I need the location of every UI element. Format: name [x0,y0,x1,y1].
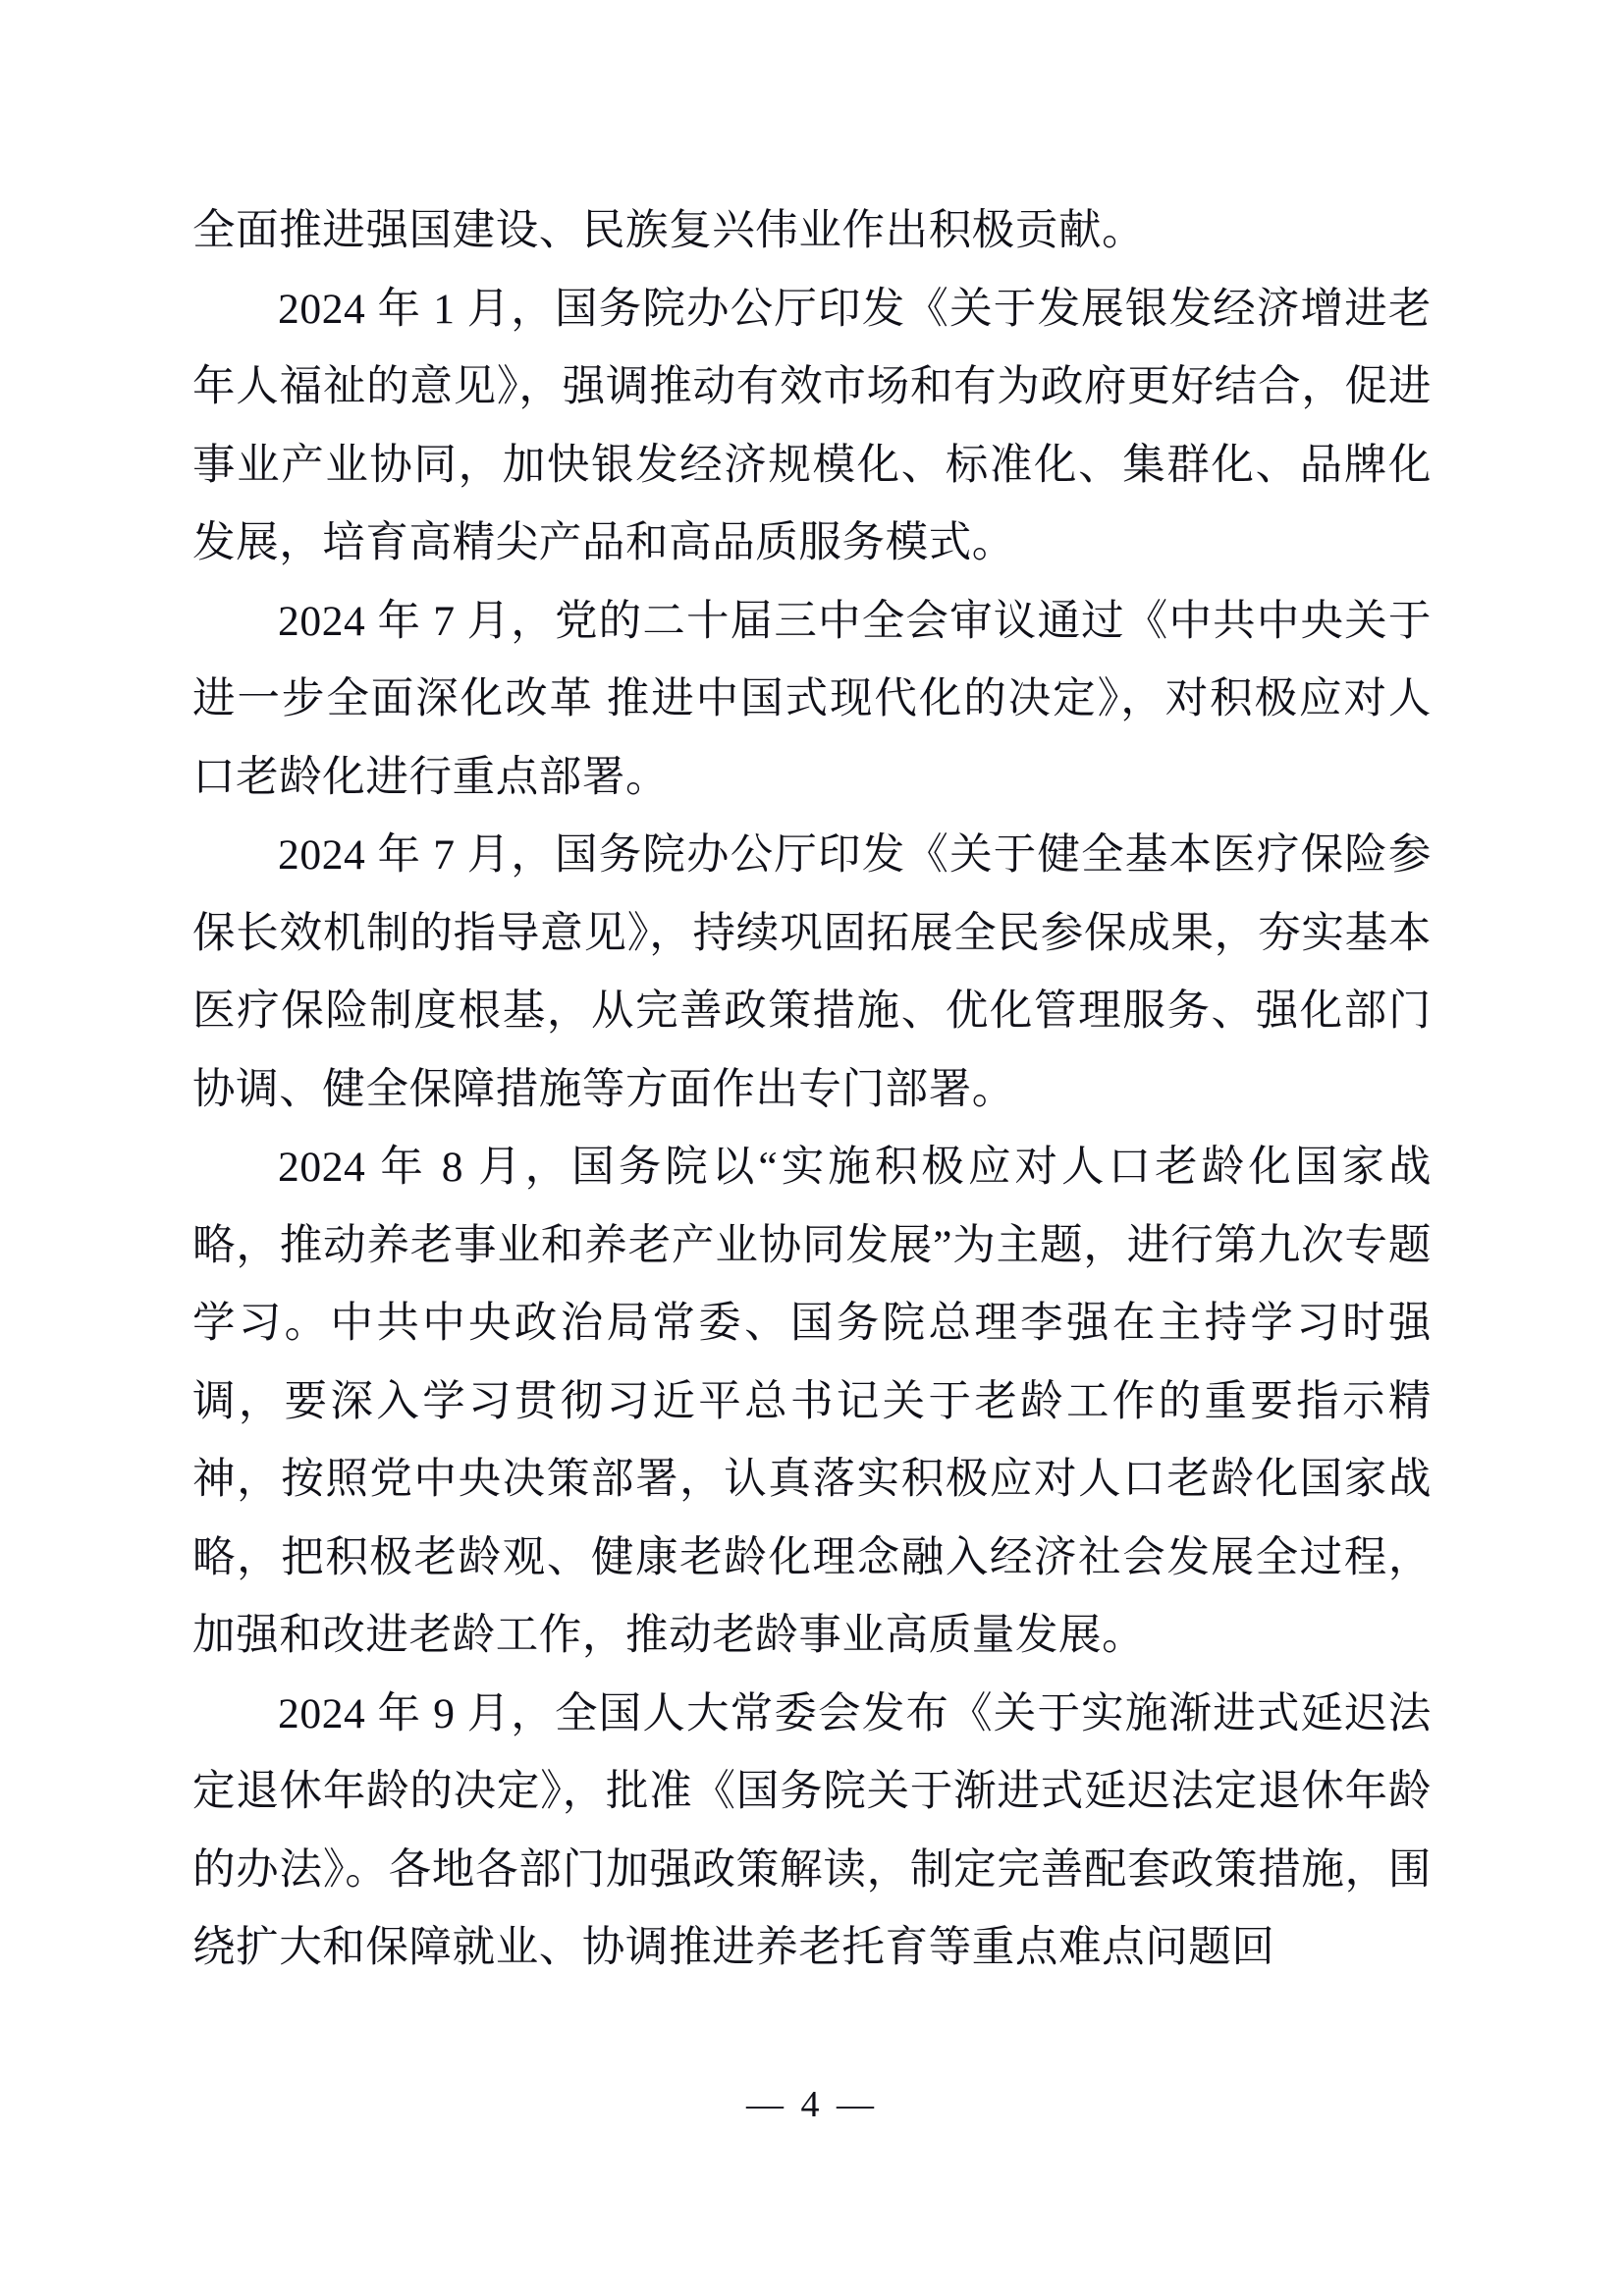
paragraph-2024-january: 2024 年 1 月，国务院办公厅印发《关于发展银发经济增进老年人福祉的意见》，强调推动有效市场和有为政府更好结合，促进事业产业协同，加快银发经济规模化、标准化、集群化、品牌化发展，培育高精尖产品和高品质服务模式。 [192,285,1432,566]
page-number: — 4 — [746,2084,878,2125]
paragraph-2024-september-retirement-age: 2024 年 9 月，全国人大常委会发布《关于实施渐进式延迟法定退休年龄的决定》，批准《国务院关于渐进式延迟法定退休年龄的办法》。各地各部门加强政策解读，制定完善配套政策措施，围绕扩大和保障就业、协调推进养老托育等重点难点问题回 [192,1689,1432,1971]
document-body-text [192,192,1432,1988]
paragraph-2024-july-medical-insurance: 2024 年 7 月，国务院办公厅印发《关于健全基本医疗保险参保长效机制的指导意见》，持续巩固拓展全民参保成果，夯实基本医疗保险制度根基，从完善政策措施、优化管理服务、强化部门协调、健全保障措施等方面作出专门部署。 [192,831,1432,1113]
paragraph-2024-july-plenum: 2024 年 7 月，党的二十届三中全会审议通过《中共中央关于进一步全面深化改革 推进中国式现代化的决定》，对积极应对人口老龄化进行重点部署。 [192,597,1432,801]
paragraph-continued: 全面推进强国建设、民族复兴伟业作出积极贡献。 [192,207,1146,254]
paragraph-2024-august-study-session: 2024 年 8 月，国务院以“实施积极应对人口老龄化国家战略，推动养老事业和养老产业协同发展”为主题，进行第九次专题学习。中共中央政治局常委、国务院总理李强在主持学习时强调，要深入学习贯彻习近平总书记关于老龄工作的重要指示精神，按照党中央决策部署，认真落实积极应对人口老龄化国家战略，把积极老龄观、健康老龄化理念融入经济社会发展全过程，加强和改进老龄工作，推动老龄事业高质量发展。 [192,1144,1432,1659]
